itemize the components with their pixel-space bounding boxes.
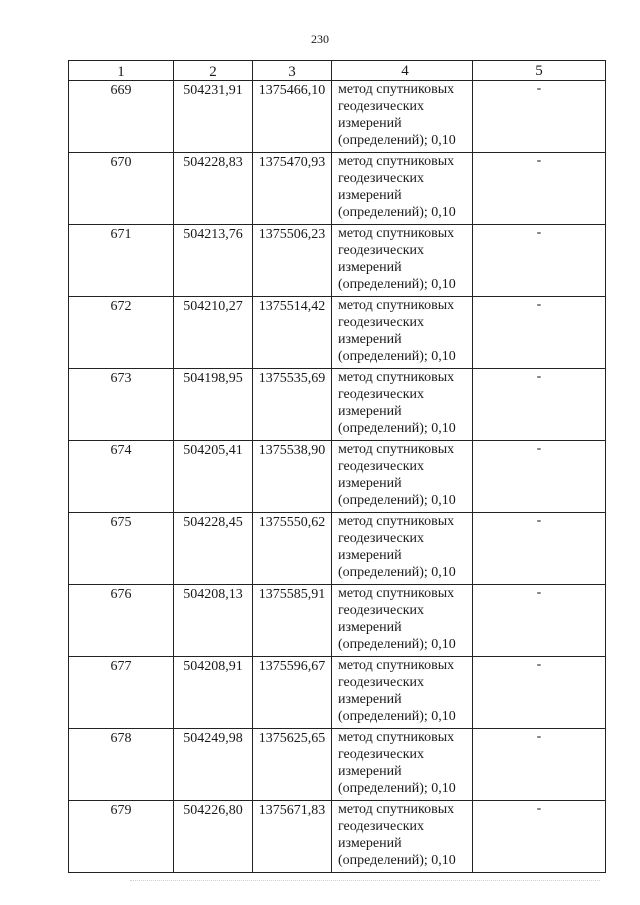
method-line: (определений); 0,10 [338,421,456,436]
method-line: измерений [338,692,402,707]
table-header [69,61,606,81]
table-row [69,801,606,873]
method-line: метод спутниковых [338,442,455,457]
y-coordinate-cell: 1375625,65 [253,729,332,801]
table-row [69,297,606,369]
note-cell: - [473,225,606,297]
method-line: (определений); 0,10 [338,709,456,724]
table-row [69,441,606,513]
header-col-4: 4 [332,61,473,81]
note-cell: - [473,153,606,225]
note-cell: - [473,297,606,369]
method-line: геодезических [338,819,425,834]
note-cell: - [473,441,606,513]
method-line: геодезических [338,603,425,618]
table-row [69,729,606,801]
header-col-1: 1 [69,61,174,81]
point-number-cell: 672 [69,297,174,369]
method-line: метод спутниковых [338,586,455,601]
point-number-cell: 670 [69,153,174,225]
table-row [69,225,606,297]
method-line: измерений [338,476,402,491]
table-row [69,369,606,441]
table-row [69,657,606,729]
point-number-cell: 675 [69,513,174,585]
method-line: геодезических [338,243,425,258]
x-coordinate-cell: 504226,80 [174,801,253,873]
method-line: метод спутниковых [338,82,455,97]
method-line: метод спутниковых [338,370,455,385]
point-number-cell: 678 [69,729,174,801]
y-coordinate-cell: 1375514,42 [253,297,332,369]
header-col-5: 5 [473,61,606,81]
y-coordinate-cell: 1375596,67 [253,657,332,729]
method-line: измерений [338,260,402,275]
method-line: геодезических [338,675,425,690]
method-line: метод спутниковых [338,730,455,745]
point-number-cell: 674 [69,441,174,513]
x-coordinate-cell: 504198,95 [174,369,253,441]
method-line: (определений); 0,10 [338,637,456,652]
point-number-cell: 679 [69,801,174,873]
y-coordinate-cell: 1375585,91 [253,585,332,657]
table-row [69,153,606,225]
method-line: метод спутниковых [338,658,455,673]
method-line: геодезических [338,747,425,762]
method-line: измерений [338,188,402,203]
method-line: измерений [338,332,402,347]
y-coordinate-cell: 1375550,62 [253,513,332,585]
table-body [69,81,606,873]
method-cell [332,369,473,441]
y-coordinate-cell: 1375671,83 [253,801,332,873]
method-line: (определений); 0,10 [338,853,456,868]
method-cell [332,513,473,585]
method-line: измерений [338,548,402,563]
point-number-cell: 669 [69,81,174,153]
note-cell: - [473,369,606,441]
coordinates-table [68,60,606,873]
note-cell: - [473,81,606,153]
y-coordinate-cell: 1375470,93 [253,153,332,225]
note-cell: - [473,657,606,729]
point-number-cell: 676 [69,585,174,657]
footer-divider [130,880,600,881]
method-cell [332,657,473,729]
method-line: (определений); 0,10 [338,565,456,580]
y-coordinate-cell: 1375535,69 [253,369,332,441]
table-row [69,81,606,153]
x-coordinate-cell: 504210,27 [174,297,253,369]
x-coordinate-cell: 504205,41 [174,441,253,513]
table-row [69,513,606,585]
method-cell [332,585,473,657]
method-line: измерений [338,116,402,131]
method-line: измерений [338,836,402,851]
y-coordinate-cell: 1375506,23 [253,225,332,297]
note-cell: - [473,729,606,801]
method-line: геодезических [338,171,425,186]
point-number-cell: 673 [69,369,174,441]
y-coordinate-cell: 1375538,90 [253,441,332,513]
method-cell [332,153,473,225]
method-line: (определений); 0,10 [338,277,456,292]
method-line: геодезических [338,387,425,402]
point-number-cell: 677 [69,657,174,729]
method-line: измерений [338,764,402,779]
table-row [69,585,606,657]
header-col-2: 2 [174,61,253,81]
method-line: (определений); 0,10 [338,133,456,148]
method-cell [332,729,473,801]
method-cell [332,225,473,297]
x-coordinate-cell: 504213,76 [174,225,253,297]
note-cell: - [473,585,606,657]
method-cell [332,81,473,153]
method-line: измерений [338,404,402,419]
method-line: метод спутниковых [338,298,455,313]
method-line: геодезических [338,99,425,114]
method-line: геодезических [338,315,425,330]
method-line: метод спутниковых [338,514,455,529]
method-line: (определений); 0,10 [338,781,456,796]
method-line: измерений [338,620,402,635]
point-number-cell: 671 [69,225,174,297]
method-line: метод спутниковых [338,802,455,817]
method-cell [332,297,473,369]
x-coordinate-cell: 504231,91 [174,81,253,153]
method-line: (определений); 0,10 [338,205,456,220]
method-cell [332,801,473,873]
x-coordinate-cell: 504228,83 [174,153,253,225]
method-cell [332,441,473,513]
method-line: метод спутниковых [338,154,455,169]
page-number: 230 [311,32,329,46]
note-cell: - [473,513,606,585]
method-line: геодезических [338,531,425,546]
method-line: метод спутниковых [338,226,455,241]
note-cell: - [473,801,606,873]
header-row [69,61,606,81]
method-line: геодезических [338,459,425,474]
method-line: (определений); 0,10 [338,493,456,508]
y-coordinate-cell: 1375466,10 [253,81,332,153]
x-coordinate-cell: 504228,45 [174,513,253,585]
header-col-3: 3 [253,61,332,81]
method-line: (определений); 0,10 [338,349,456,364]
x-coordinate-cell: 504208,13 [174,585,253,657]
x-coordinate-cell: 504249,98 [174,729,253,801]
x-coordinate-cell: 504208,91 [174,657,253,729]
